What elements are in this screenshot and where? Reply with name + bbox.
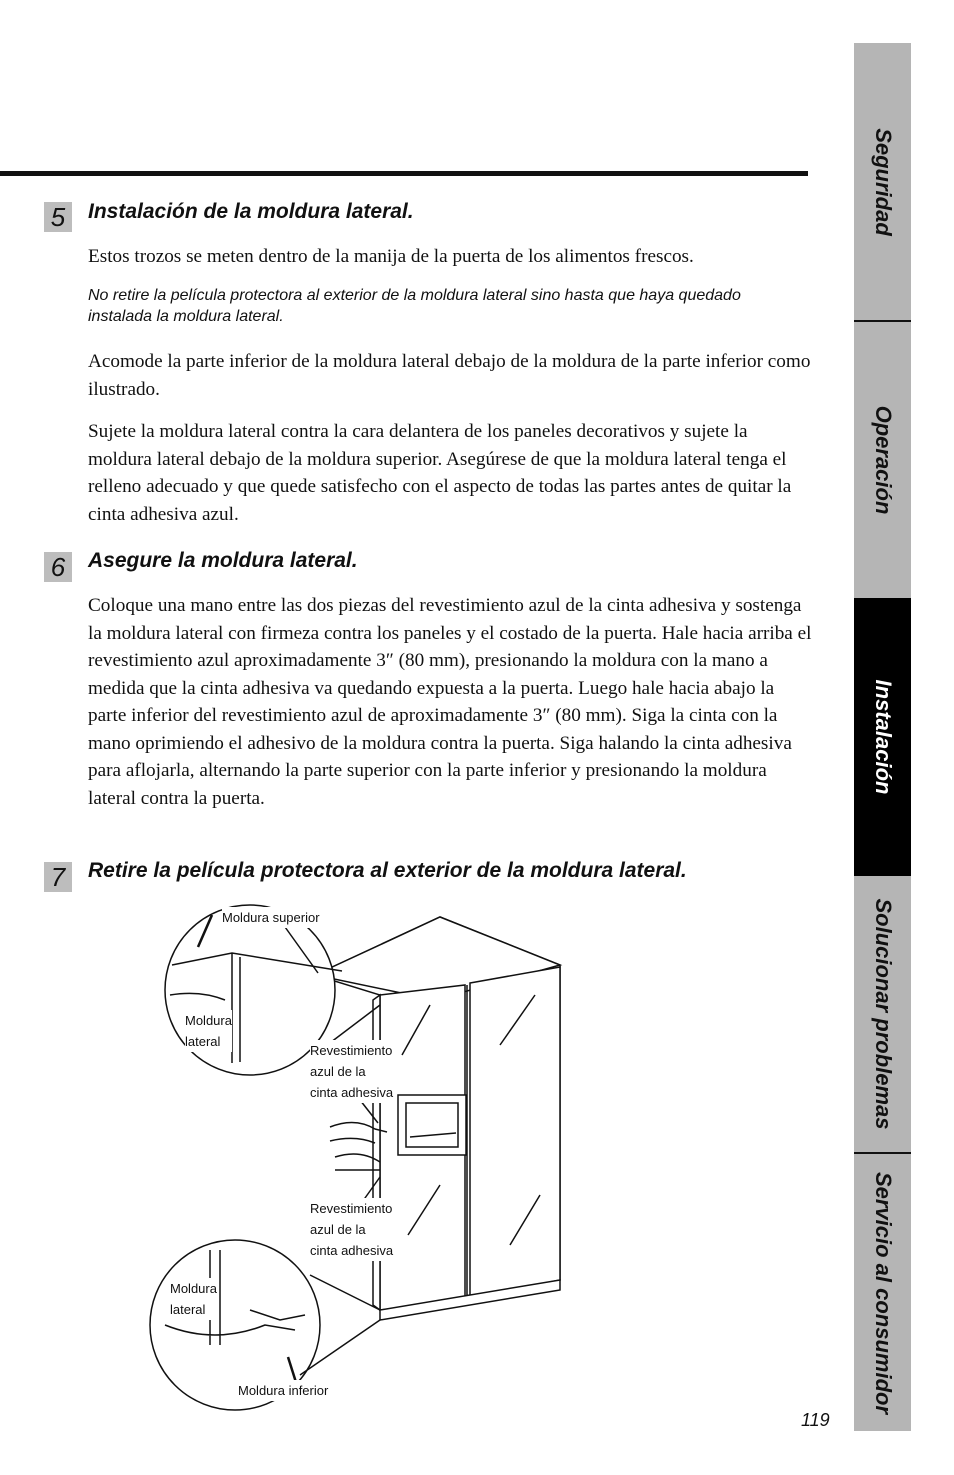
tab-instalacion[interactable] <box>854 598 911 876</box>
tab-label: Instalación <box>870 679 896 795</box>
label-side-molding-bottom: Moldura lateral <box>170 1278 217 1320</box>
tab-label: Operación <box>870 405 896 515</box>
tab-solucionar-problemas[interactable] <box>854 876 911 1152</box>
tab-label: Solucionar problemas <box>870 898 896 1130</box>
label-top-molding: Moldura superior <box>222 907 320 928</box>
page-number: 119 <box>801 1410 830 1430</box>
label-side-molding-top: Moldura lateral <box>185 1010 232 1052</box>
section-tabs <box>854 43 911 1431</box>
step-5-number: 5 <box>44 202 72 232</box>
top-rule <box>0 171 808 176</box>
step-5-paragraph: Sujete la moldura lateral contra la cara delantera de los paneles decorativos y sujete la moldura lateral debajo de la moldura superior. Asegúrese de que la moldura lateral tenga el relleno adecuado y que quede satisfecho con el aspecto de todas las partes antes de quitar la cinta adhesiva azul. <box>88 421 792 525</box>
step-7-number: 7 <box>44 862 72 892</box>
tab-servicio-al-consumidor[interactable] <box>854 1154 911 1431</box>
tab-label: Servicio al consumidor <box>870 1171 896 1414</box>
step-6-number: 6 <box>44 552 72 582</box>
step-5-intro: Estos trozos se meten dentro de la manija de la puerta de los alimentos frescos. <box>88 246 694 267</box>
tab-operacion[interactable] <box>854 322 911 598</box>
label-liner-bottom: Revestimiento azul de la cinta adhesiva <box>310 1198 393 1261</box>
step-5-title: Instalación de la moldura lateral. <box>88 200 414 223</box>
step-6-title: Asegure la moldura lateral. <box>88 549 358 572</box>
tab-label: Seguridad <box>870 127 896 236</box>
side-molding-illustration <box>140 895 580 1415</box>
step-5-paragraph: Acomode la parte inferior de la moldura lateral debajo de la moldura de la parte inferior como ilustrado. <box>88 351 811 400</box>
step-7-title: Retire la película protectora al exterior de la moldura lateral. <box>88 859 687 882</box>
step-5-note: No retire la película protectora al exterior de la moldura lateral sino hasta que haya quedado instalada la moldura lateral. <box>88 287 741 325</box>
tab-seguridad[interactable] <box>854 43 911 320</box>
step-6-paragraph: Coloque una mano entre las dos piezas del revestimiento azul de la cinta adhesiva y sostenga la moldura lateral con firmeza contra los paneles y el costado de la puerta. Hale hacia arriba el revestimiento azul aproximadamente 3″ (80 mm), presionando la moldura con la mano a medida que la cinta adhesiva va quedando expuesta a la puerta. Luego hale hacia abajo la parte inferior del revestimiento azul de aproximadamente 3″ (80 mm). Siga la cinta con la mano oprimiendo el adhesivo de la moldura contra la puerta. Siga halando la cinta adhesiva para aflojarla, alternando la parte superior con la parte inferior y presionando la moldura lateral contra la puerta. <box>88 595 812 809</box>
label-liner-top: Revestimiento azul de la cinta adhesiva <box>310 1040 393 1103</box>
label-bottom-molding: Moldura inferior <box>238 1380 328 1401</box>
